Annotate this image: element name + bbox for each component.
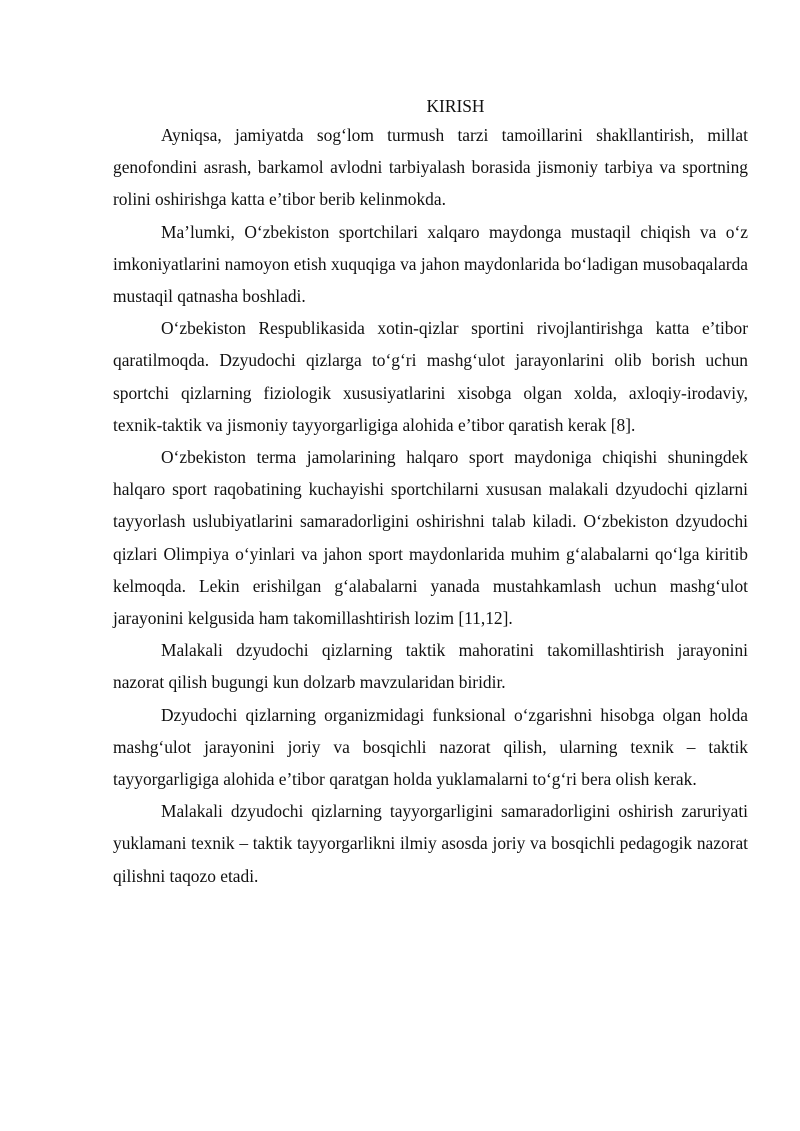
paragraph-3: O‘zbekiston Respublikasida xotin-qizlar sportini rivojlantirishga katta e’tibor qaratilmoqda. Dzyudochi qizlarga to‘g‘ri mashg‘ulot jarayonlarini olib borish uchun sportchi qizlarning fiziologik xususiyatlarini xisobga olgan xolda, axloqiy-irodaviy, texnik-taktik va jismoniy tayyorgarligiga alohida e’tibor qaratish kerak [8]. (113, 318, 748, 435)
paragraph-1: Ayniqsa, jamiyatda sog‘lom turmush tarzi tamoillarini shakllantirish, millat genofondini asrash, barkamol avlodni tarbiyalash borasida jismoniy tarbiya va sportning rolini oshirishga katta e’tibor berib kelinmokda. (113, 125, 748, 210)
paragraph-5: Malakali dzyudochi qizlarning taktik mahoratini takomillashtirish jarayonini nazorat qilish bugungi kun dolzarb mavzularidan biridir. (113, 640, 748, 693)
paragraph-7: Malakali dzyudochi qizlarning tayyorgarligini samaradorligini oshirish zaruriyati yuklamani texnik – taktik tayyorgarlikni ilmiy asosda joriy va bosqichli pedagogik nazorat qilishni taqozo etadi. (113, 801, 748, 886)
paragraph-4: O‘zbekiston terma jamolarining halqaro sport maydoniga chiqishi shuningdek halqaro sport raqobatining kuchayishi sportchilarni xususan malakali dzyudochi qizlarni tayyorlash uslubiyatlarini samaradorligini oshirishni talab kiladi. O‘zbekiston dzyudochi qizlari Olimpiya o‘yinlari va jahon sport maydonlarida muhim g‘alabalarni qo‘lga kiritib kelmoqda. Lekin erishilgan g‘alabalarni yanada mustahkamlash uchun mashg‘ulot jarayonini kelgusida ham takomillashtirish lozim [11,12]. (113, 447, 748, 629)
paragraph-2: Ma’lumki, O‘zbekiston sportchilari xalqaro maydonga mustaqil chiqish va o‘z imkoniyatlarini namoyon etish xuquqiga va jahon maydonlarida bo‘ladigan musobaqalarda mustaqil qatnasha boshladi. (113, 221, 748, 307)
section-title: KIRISH (426, 96, 485, 116)
document-page (113, 93, 748, 892)
paragraph-6: Dzyudochi qizlarning organizmidagi funksional o‘zgarishni hisobga olgan holda mashg‘ulot jarayonini joriy va bosqichli nazorat qilish, ularning texnik – taktik tayyorgarligiga alohida e’tibor qaratgan holda yuklamalarni to‘g‘ri bera olish kerak. (113, 704, 748, 790)
